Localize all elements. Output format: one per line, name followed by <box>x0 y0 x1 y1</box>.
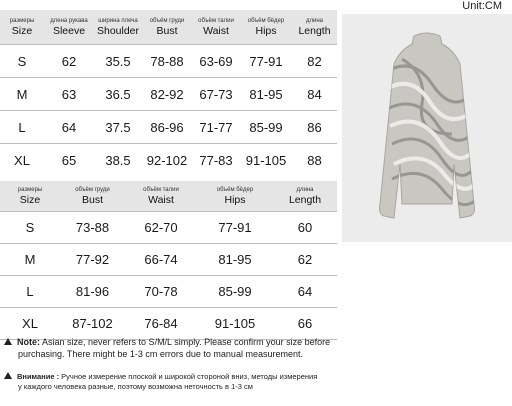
header-cell <box>0 181 60 212</box>
measurement-cell: 64 <box>273 276 337 308</box>
header-cell <box>192 10 240 45</box>
measurement-cell: 88 <box>292 144 337 177</box>
measurement-cell: 81-95 <box>240 78 292 111</box>
size-cell: S <box>0 212 60 244</box>
size-cell: L <box>0 276 60 308</box>
header-row <box>0 10 337 45</box>
note-ru-text-line2: у каждого человека разные, поэтому возможна неточность в 1-3 см <box>18 382 253 391</box>
warning-triangle-icon <box>4 372 12 379</box>
table-row <box>0 45 337 78</box>
header-ru-label: ширина плеча <box>98 17 138 24</box>
measurement-cell: 77-83 <box>192 144 240 177</box>
measurement-cell: 38.5 <box>94 144 142 177</box>
product-photo <box>342 14 512 242</box>
header-row <box>0 181 337 212</box>
header-cell <box>292 10 337 45</box>
header-en-label: Length <box>298 24 331 37</box>
header-ru-label: объём талии <box>198 17 234 24</box>
measurement-cell: 91-105 <box>197 308 273 340</box>
header-cell <box>60 181 125 212</box>
measurement-cell: 66 <box>273 308 337 340</box>
header-en-label: Size <box>11 24 33 37</box>
header-ru-label: длена рукава <box>50 17 88 24</box>
measurement-cell: 86 <box>292 111 337 144</box>
measurement-cell: 85-99 <box>240 111 292 144</box>
size-cell: XL <box>0 308 60 340</box>
measurement-cell: 60 <box>273 212 337 244</box>
measurement-cell: 71-77 <box>192 111 240 144</box>
note-ru-label: Внимание : <box>17 372 60 381</box>
header-en-label: Bust <box>81 193 103 206</box>
measurement-cell: 84 <box>292 78 337 111</box>
size-cell: S <box>0 45 44 78</box>
size-cell: XL <box>0 144 44 177</box>
table-row <box>0 111 337 144</box>
table-row <box>0 308 337 340</box>
header-en-label: Length <box>288 193 322 206</box>
note-label: Note: <box>17 337 40 347</box>
measurement-cell: 62 <box>273 244 337 276</box>
measurement-cell: 85-99 <box>197 276 273 308</box>
measurement-cell: 77-91 <box>240 45 292 78</box>
note-text-line1: Asian size, never refers to S/M/L simply. Please confirm your size before <box>42 337 331 347</box>
header-ru-label: размеры <box>9 17 35 24</box>
measurement-cell: 66-74 <box>125 244 197 276</box>
size-cell: M <box>0 78 44 111</box>
header-en-label: Hips <box>255 24 277 37</box>
header-en-label: Bust <box>156 24 178 37</box>
header-en-label: Sleeve <box>52 24 86 37</box>
note-ru-text-line1: Ручное измерение плоской и широкой стороной вниз, методы измерения <box>61 372 318 381</box>
header-cell <box>240 10 292 45</box>
measurement-cell: 81-96 <box>60 276 125 308</box>
size-cell: L <box>0 111 44 144</box>
measurement-cell: 86-96 <box>142 111 192 144</box>
measurement-cell: 37.5 <box>94 111 142 144</box>
header-ru-label: объём груди <box>149 17 185 24</box>
size-table-second <box>0 181 337 340</box>
measurement-cell: 77-92 <box>60 244 125 276</box>
header-cell <box>125 181 197 212</box>
header-ru-label: длина <box>296 186 314 193</box>
header-ru-label: объём талии <box>143 186 179 193</box>
header-cell <box>44 10 94 45</box>
header-ru-label: размеры <box>17 186 43 193</box>
header-cell <box>273 181 337 212</box>
table-row <box>0 276 337 308</box>
measurement-cell: 87-102 <box>60 308 125 340</box>
header-cell <box>94 10 142 45</box>
measurement-cell: 65 <box>44 144 94 177</box>
table-row <box>0 244 337 276</box>
note-text-line2: purchasing. There might be 1-3 cm errors due to manual measurement. <box>18 348 303 359</box>
header-cell <box>197 181 273 212</box>
header-ru-label: объём бёдер <box>216 186 254 193</box>
measurement-cell: 35.5 <box>94 45 142 78</box>
measurement-cell: 67-73 <box>192 78 240 111</box>
header-ru-label: объём бёдер <box>247 17 285 24</box>
measurement-cell: 76-84 <box>125 308 197 340</box>
header-cell <box>0 10 44 45</box>
measurement-cell: 70-78 <box>125 276 197 308</box>
measurement-cell: 91-105 <box>240 144 292 177</box>
header-en-label: Shoulder <box>96 24 140 37</box>
warning-triangle-icon <box>4 338 12 345</box>
table-row <box>0 78 337 111</box>
measurement-cell: 62 <box>44 45 94 78</box>
dress-image <box>342 14 512 242</box>
header-en-label: Waist <box>203 24 229 37</box>
header-en-label: Waist <box>148 193 174 206</box>
table-row <box>0 144 337 177</box>
measurement-cell: 82 <box>292 45 337 78</box>
measurement-cell: 81-95 <box>197 244 273 276</box>
measurement-cell: 92-102 <box>142 144 192 177</box>
size-cell: M <box>0 244 60 276</box>
size-table-dress <box>0 10 337 176</box>
header-ru-label: длина <box>305 17 323 24</box>
header-en-label: Hips <box>224 193 246 206</box>
note-english <box>4 337 330 360</box>
unit-label: Unit:CM <box>462 0 502 12</box>
header-ru-label: объём груди <box>75 186 110 193</box>
measurement-cell: 64 <box>44 111 94 144</box>
measurement-cell: 73-88 <box>60 212 125 244</box>
note-russian <box>4 372 317 392</box>
measurement-cell: 77-91 <box>197 212 273 244</box>
measurement-cell: 62-70 <box>125 212 197 244</box>
measurement-cell: 63-69 <box>192 45 240 78</box>
header-cell <box>142 10 192 45</box>
measurement-cell: 82-92 <box>142 78 192 111</box>
measurement-cell: 63 <box>44 78 94 111</box>
header-en-label: Size <box>19 193 41 206</box>
table-row <box>0 212 337 244</box>
measurement-cell: 36.5 <box>94 78 142 111</box>
measurement-cell: 78-88 <box>142 45 192 78</box>
